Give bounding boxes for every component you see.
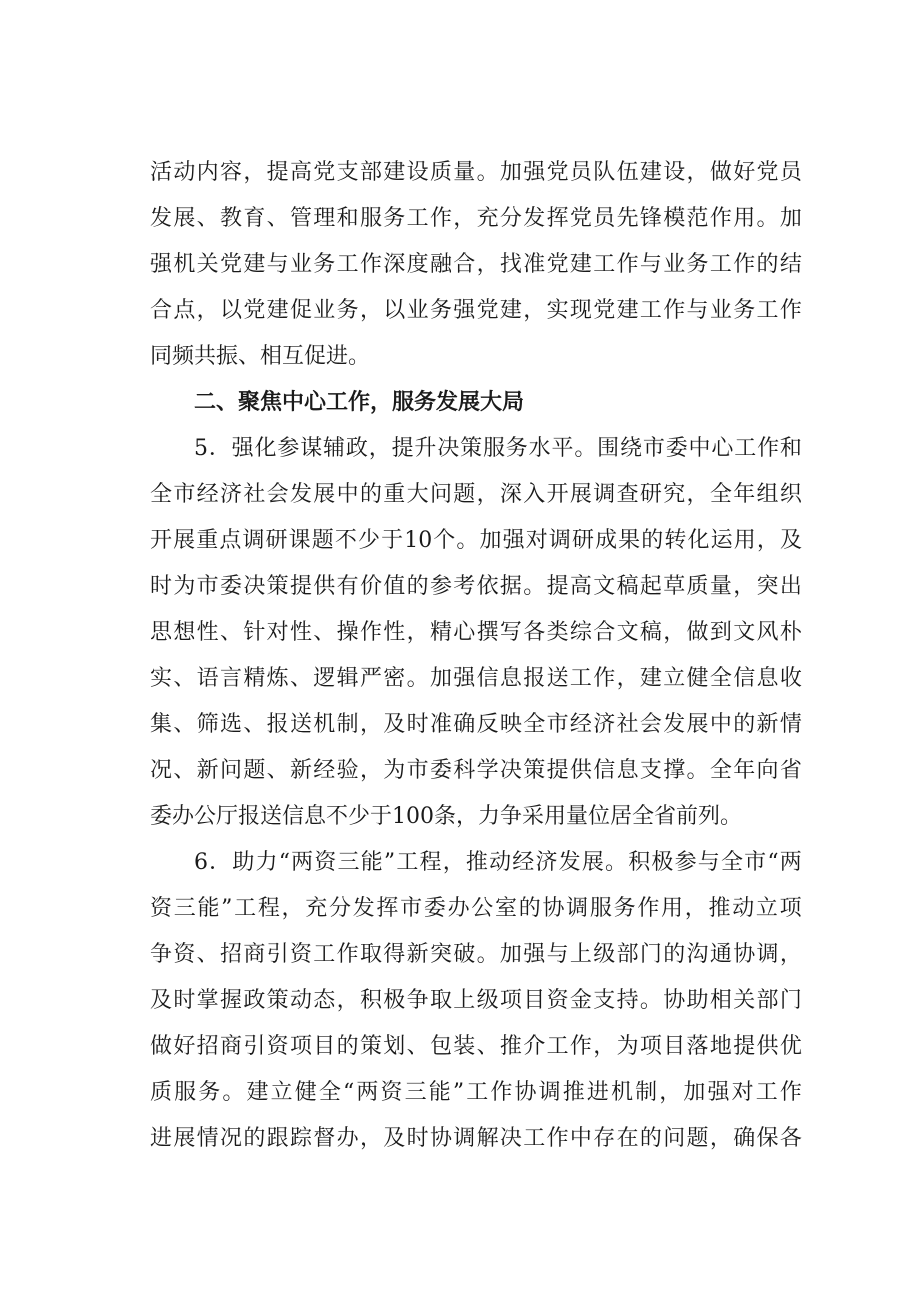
paragraph-line: 况 、 新 问 题 、 新 经 验 ， 为 市 委 科 学 决 策 提 供 信 息 支 撑 。 全 年 向 省	[150, 758, 802, 783]
paragraph-line: 开 展 重 点 调 研 课 题 不 少 于 10 个 。 加 强 对 调 研 成 果 的 转 化 运 用 ， 及	[150, 528, 802, 553]
document-page	[150, 150, 802, 1162]
paragraph-line: 集 、 筛 选 、 报 送 机 制 ， 及 时 准 确 反 映 全 市 经 济 社 会 发 展 中 的 新 情	[150, 712, 802, 737]
paragraph-line: 全 市 经 济 社 会 发 展 中 的 重 大 问 题 ， 深 入 开 展 调 查 研 究 ， 全 年 组 织	[150, 482, 802, 507]
paragraph-line: 思 想 性 、 针 对 性 、 操 作 性 ， 精 心 撰 写 各 类 综 合 文 稿 ， 做 到 文 风 朴	[150, 620, 802, 645]
section-heading: 二、聚焦中心工作，服务发展大局	[194, 390, 525, 415]
paragraph-line: 强 机 关 党 建 与 业 务 工 作 深 度 融 合 ， 找 准 党 建 工 作 与 业 务 工 作 的 结	[150, 252, 802, 277]
paragraph-line: 争 资 、 招 商 引 资 工 作 取 得 新 突 破 。 加 强 与 上 级 部 门 的 沟 通 协 调 ，	[150, 942, 802, 967]
paragraph-line: 委办公厅报送信息不少于100条，力争采用量位居全省前列。	[150, 804, 742, 829]
paragraph-line: 发 展 、 教 育 、 管 理 和 服 务 工 作 ， 充 分 发 挥 党 员 先 锋 模 范 作 用 。 加	[150, 206, 802, 231]
paragraph-line: 及 时 掌 握 政 策 动 态 ， 积 极 争 取 上 级 项 目 资 金 支 持 。 协 助 相 关 部 门	[150, 988, 802, 1013]
paragraph-line: 活 动 内 容 ， 提 高 党 支 部 建 设 质 量 。 加 强 党 员 队 伍 建 设 ， 做 好 党 员	[150, 160, 802, 185]
paragraph-line: 合 点 ， 以 党 建 促 业 务 ， 以 业 务 强 党 建 ， 实 现 党 建 工 作 与 业 务 工 作	[150, 298, 802, 323]
paragraph-line: 资 三 能 ” 工 程 ， 充 分 发 挥 市 委 办 公 室 的 协 调 服 务 作 用 ， 推 动 立 项	[150, 896, 802, 921]
paragraph-line: 6 ． 助 力 “ 两 资 三 能 ” 工 程 ， 推 动 经 济 发 展 。 积 极 参 与 全 市 “ 两	[194, 850, 802, 875]
paragraph-line: 质 服 务 。 建 立 健 全 “ 两 资 三 能 ” 工 作 协 调 推 进 机 制 ， 加 强 对 工 作	[150, 1080, 802, 1105]
paragraph-line: 5 ． 强 化 参 谋 辅 政 ， 提 升 决 策 服 务 水 平 。 围 绕 市 委 中 心 工 作 和	[194, 436, 802, 461]
paragraph-line: 做 好 招 商 引 资 项 目 的 策 划 、 包 装 、 推 介 工 作 ， 为 项 目 落 地 提 供 优	[150, 1034, 802, 1059]
paragraph-line: 同频共振、相互促进。	[150, 344, 371, 369]
paragraph-line: 进 展 情 况 的 跟 踪 督 办 ， 及 时 协 调 解 决 工 作 中 存 在 的 问 题 ， 确 保 各	[150, 1126, 802, 1151]
paragraph-line: 实 、 语 言 精 炼 、 逻 辑 严 密 。 加 强 信 息 报 送 工 作 ， 建 立 健 全 信 息 收	[150, 666, 802, 691]
paragraph-line: 时 为 市 委 决 策 提 供 有 价 值 的 参 考 依 据 。 提 高 文 稿 起 草 质 量 ， 突 出	[150, 574, 802, 599]
